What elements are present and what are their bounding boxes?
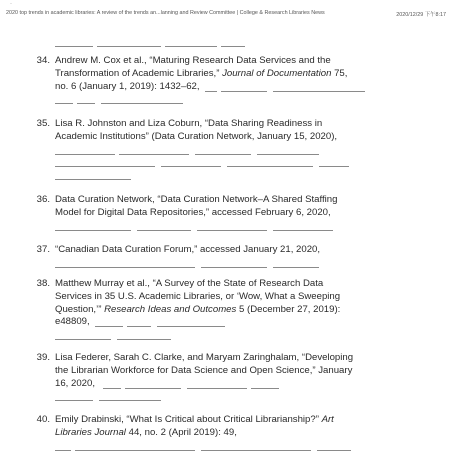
reference-number: 35. <box>36 118 50 129</box>
reference-text: Emily Drabinski, “What Is Critical about Critical Librarianship?” Art Libraries Journal 44, no. 2 (April 2019): 49, <box>55 414 433 452</box>
reference-text: Matthew Murray et al., “A Survey of the State of Research Data Services in 35 U.S. Academic Libraries, or ‘Wow, What a Sweeping Question,’” Research Ideas and Outcomes 5 (December 27, 2019): e48809, <box>55 278 433 342</box>
reference-text: Lisa R. Johnston and Liza Coburn, “Data Sharing Readiness in Academic Institutions” (Data Curation Network, January 15, 2020), <box>55 118 433 182</box>
print-header <box>6 10 446 19</box>
reference-number: 39. <box>36 352 50 363</box>
reference-number: 37. <box>36 244 50 255</box>
reference-number: 38. <box>36 278 50 289</box>
reference-number: 36. <box>36 194 50 205</box>
reference-text: Andrew M. Cox et al., “Maturing Research Data Services and the Transformation of Academic Libraries,” Journal of Documentation 75, no. 6 (January 1, 2019): 1432–62, <box>55 55 433 106</box>
header-timestamp: 2020/12/29 下午8:17 <box>396 12 446 18</box>
reference-number: 40. <box>36 414 50 425</box>
page-mark: · <box>10 1 12 7</box>
reference-text: Data Curation Network, “Data Curation Network–A Shared Staffing Model for Digital Data Repositories,” accessed February 6, 2020, <box>55 194 433 232</box>
reference-text: “Canadian Data Curation Forum,” accessed January 21, 2020, <box>55 244 433 270</box>
header-title: 2020 top trends in academic libraries: A review of the trends an...lanning and Review Committee | College & Research Libraries News <box>6 10 325 16</box>
redacted-url-fragment <box>55 39 245 45</box>
reference-number: 34. <box>36 55 50 66</box>
reference-text: Lisa Federer, Sarah C. Clarke, and Maryam Zaringhalam, “Developing the Librarian Workforce for Data Science and Open Science,” January 16, 2020, <box>55 352 433 403</box>
